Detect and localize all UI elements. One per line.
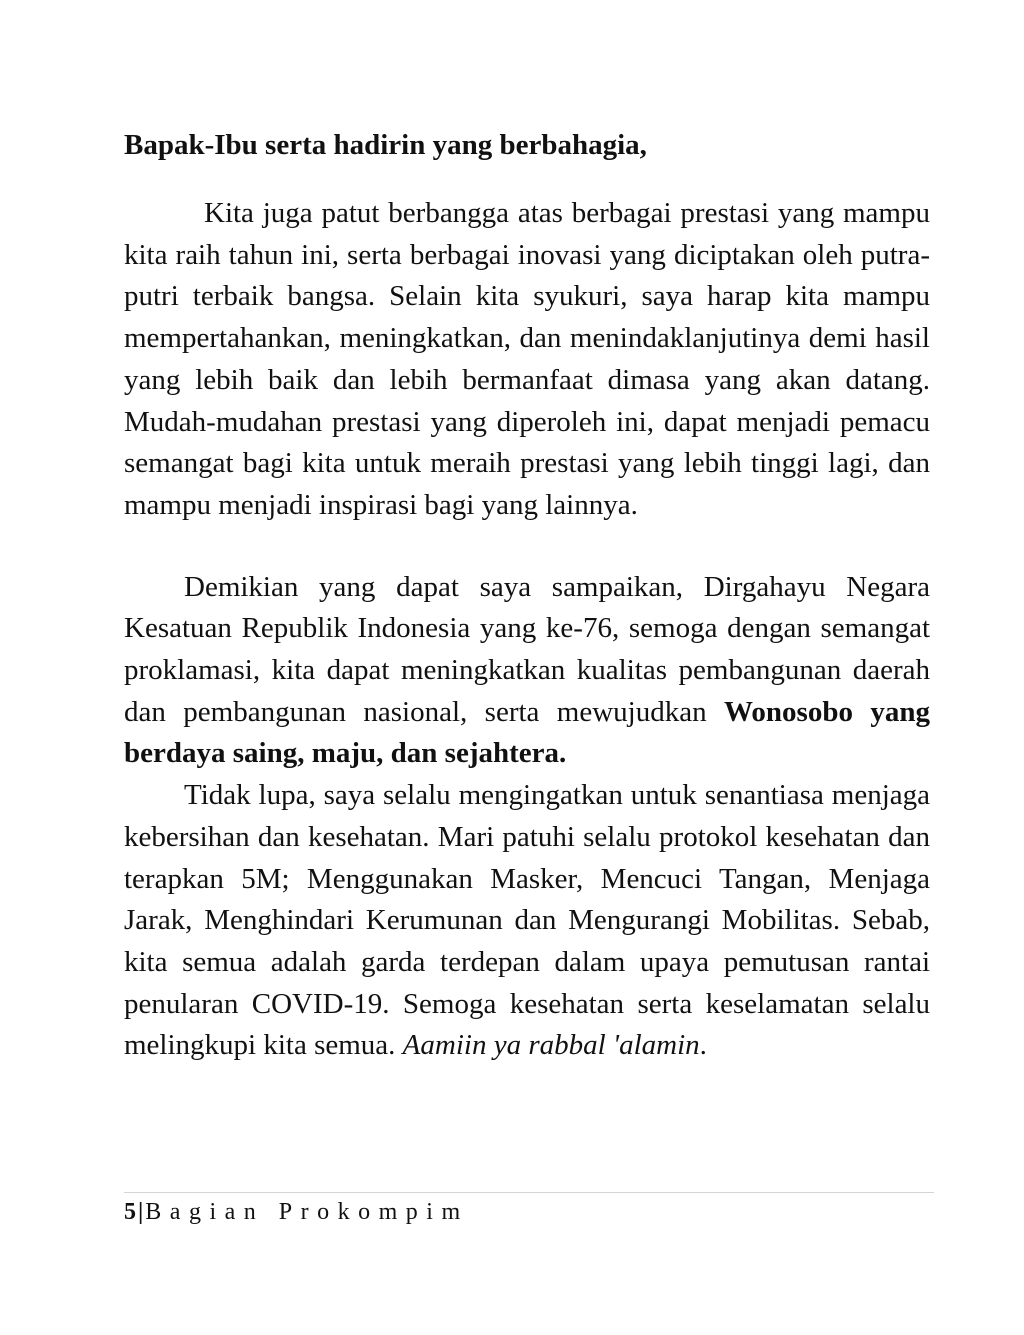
paragraph-health-prayer: Aamiin ya rabbal 'alamin xyxy=(402,1029,700,1062)
document-page xyxy=(124,124,930,1067)
paragraph-closing-text: Demikian yang dapat saya sampaikan, Dirgahayu Negara Kesatuan Republik Indonesia yang ke-76, semoga dengan semangat proklamasi, kita dapat meningkatkan kualitas pembangunan daerah dan pembangunan nasional, serta mewujudkan xyxy=(124,570,930,728)
footer-separator: | xyxy=(138,1199,144,1225)
page-number: 5 xyxy=(124,1199,136,1225)
paragraph-closing-bold: Wonosobo yang berdaya saing, maju, dan sejahtera. xyxy=(124,695,930,770)
section-heading: Bapak-Ibu serta hadirin yang berbahagia, xyxy=(124,129,647,161)
footer-divider xyxy=(124,1192,934,1193)
paragraph-achievements: Kita juga patut berbangga atas berbagai prestasi yang mampu kita raih tahun ini, serta berbagai inovasi yang diciptakan oleh putra-putri terbaik bangsa. Selain kita syukuri, saya harap kita mampu mempertahankan, meningkatkan, dan menindaklanjutinya demi hasil yang lebih baik dan lebih bermanfaat dimasa yang akan datang. Mudah-mudahan prestasi yang diperoleh ini, dapat menjadi pemacu semangat bagi kita untuk meraih prestasi yang lebih tinggi lagi, dan mampu menjadi inspirasi bagi yang lainnya. xyxy=(124,197,930,521)
paragraph-health xyxy=(124,775,930,1067)
paragraph-health-trailing: . xyxy=(699,1029,707,1062)
page-footer xyxy=(124,1197,469,1227)
paragraph-closing xyxy=(124,567,930,776)
paragraph-health-text: Tidak lupa, saya selalu mengingatkan untuk senantiasa menjaga kebersihan dan kesehatan. Mari patuhi selalu protokol kesehatan dan terapkan 5M; Menggunakan Masker, Mencuci Tangan, Menjaga Jarak, Menghindari Kerumunan dan Mengurangi Mobilitas. Sebab, kita semua adalah garda terdepan dalam upaya pemutusan rantai penularan COVID-19. Semoga kesehatan serta keselamatan selalu melingkupi kita semua. xyxy=(124,779,930,1062)
footer-label: Bagian Prokompim xyxy=(145,1199,469,1225)
